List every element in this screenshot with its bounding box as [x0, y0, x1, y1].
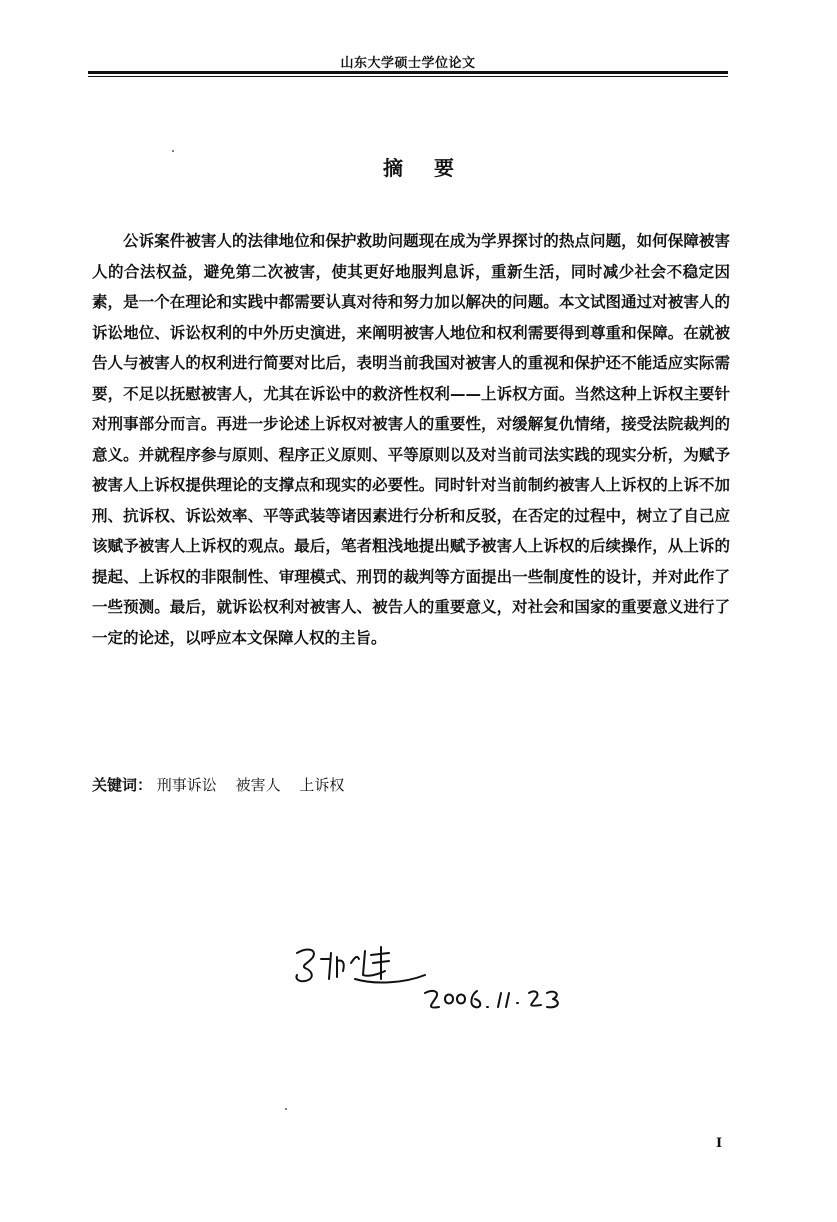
header-rule-thin	[88, 76, 728, 77]
page-number: I	[716, 1136, 723, 1151]
keyword-item: 刑事诉讼	[156, 776, 217, 794]
header-rule	[88, 71, 728, 74]
keywords-line	[92, 773, 358, 797]
abstract-body: 公诉案件被害人的法律地位和保护救助问题现在成为学界探讨的热点问题，如何保障被害人的合法权益，避免第二次被害，使其更好地服判息诉，重新生活，同时减少社会不稳定因素，是一个在理论和实践中都需要认真对待和努力加以解决的问题。本文试图通过对被害人的诉讼地位、诉讼权利的中外历史演进，来阐明被害人地位和权利需要得到尊重和保障。在就被告人与被害人的权利进行简要对比后，表明当前我国对被害人的重视和保护还不能适应实际需要，不足以抚慰被害人，尤其在诉讼中的救济性权利——上诉权方面。当然这种上诉权主要针对刑事部分而言。再进一步论述上诉权对被害人的重要性，对缓解复仇情绪，接受法院裁判的意义。并就程序参与原则、程序正义原则、平等原则以及对当前司法实践的现实分析，为赋予被害人上诉权提供理论的支撑点和现实的必要性。同时针对当前制约被害人上诉权的上诉不加刑、抗诉权、诉讼效率、平等武装等诸因素进行分析和反驳，在否定的过程中，树立了自己应该赋予被害人上诉权的观点。最后，笔者粗浅地提出赋予被害人上诉权的后续操作，从上诉的提起、上诉权的非限制性、审理模式、刑罚的裁判等方面提出一些制度性的设计，并对此作了一些预测。最后，就诉讼权利对被害人、被告人的重要意义，对社会和国家的重要意义进行了一定的论述，以呼应本文保障人权的主旨。	[92, 232, 730, 647]
keywords-label: 关键词：	[92, 776, 153, 794]
handwritten-signature	[285, 935, 585, 1025]
abstract-title: 摘 要	[383, 156, 466, 180]
running-header: 山东大学硕士学位论文	[340, 56, 476, 71]
keyword-item: 上诉权	[299, 776, 345, 794]
keyword-item: 被害人	[235, 776, 281, 794]
scan-speck	[285, 1108, 287, 1110]
